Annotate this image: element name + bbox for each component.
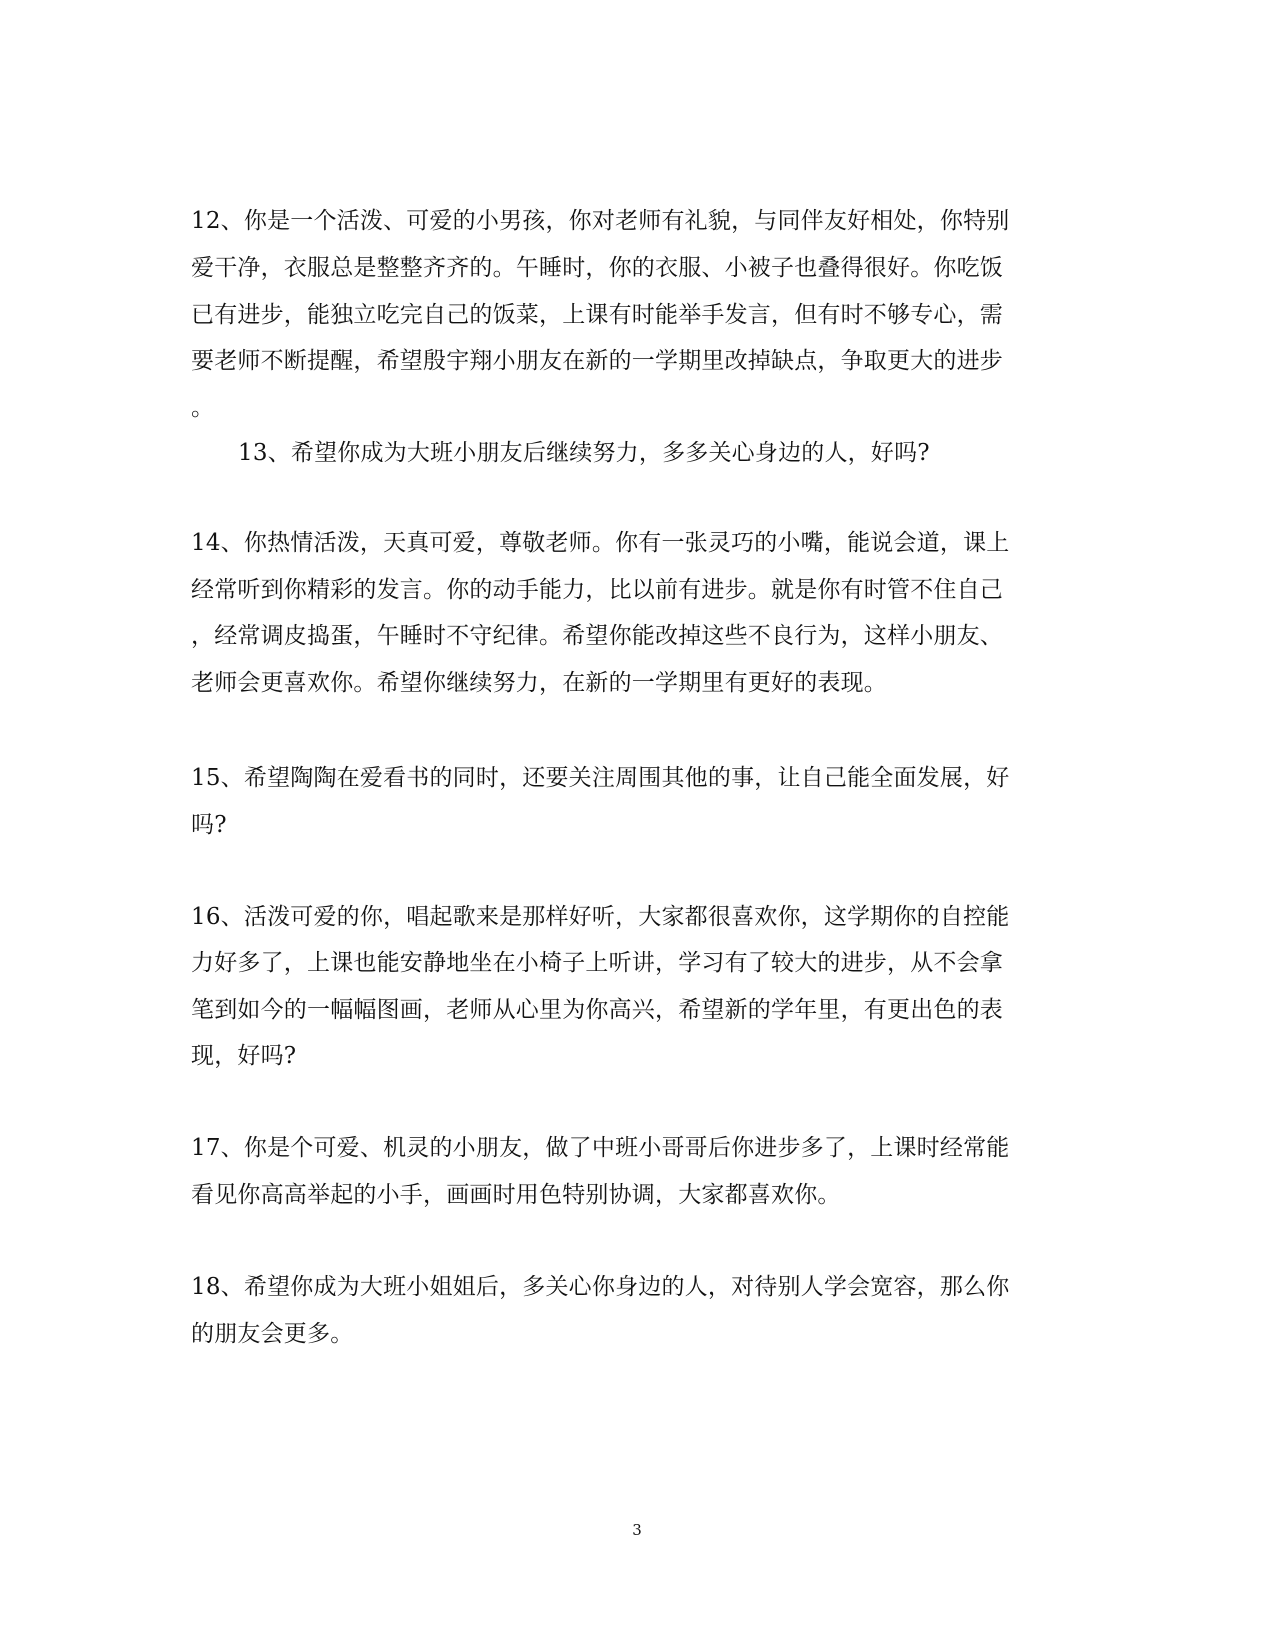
paragraph-14-line-1: 14、你热情活泼，天真可爱，尊敬老师。你有一张灵巧的小嘴，能说会道，课上 [191, 530, 1010, 556]
paragraph-14-line-2: 经常听到你精彩的发言。你的动手能力，比以前有进步。就是你有时管不住自己 [191, 577, 1003, 603]
paragraph-16-line-2: 力好多了，上课也能安静地坐在小椅子上听讲，学习有了较大的进步，从不会拿 [191, 950, 1003, 976]
paragraph-17-line-1: 17、你是个可爱、机灵的小朋友，做了中班小哥哥后你进步多了，上课时经常能 [191, 1135, 1010, 1161]
paragraph-18-line-2: 的朋友会更多。 [191, 1321, 354, 1347]
paragraph-12-line-4: 要老师不断提醒，希望殷宇翔小朋友在新的一学期里改掉缺点，争取更大的进步 [191, 348, 1003, 374]
paragraph-15-line-1: 15、希望陶陶在爱看书的同时，还要关注周围其他的事，让自己能全面发展，好 [191, 765, 1010, 791]
page-number: 3 [632, 1521, 642, 1539]
paragraph-14-line-3: ，经常调皮捣蛋，午睡时不守纪律。希望你能改掉这些不良行为，这样小朋友、 [191, 623, 1003, 649]
paragraph-12-line-2: 爱干净，衣服总是整整齐齐的。午睡时，你的衣服、小被子也叠得很好。你吃饭 [191, 255, 1003, 281]
paragraph-13-line-1: 13、希望你成为大班小朋友后继续努力，多多关心身边的人，好吗? [238, 440, 930, 466]
paragraph-18-line-1: 18、希望你成为大班小姐姐后，多关心你身边的人，对待别人学会宽容，那么你 [191, 1274, 1010, 1300]
paragraph-12-line-1: 12、你是一个活泼、可爱的小男孩，你对老师有礼貌，与同伴友好相处，你特别 [191, 208, 1010, 234]
paragraph-14-line-4: 老师会更喜欢你。希望你继续努力，在新的一学期里有更好的表现。 [191, 670, 887, 696]
paragraph-16-line-3: 笔到如今的一幅幅图画，老师从心里为你高兴，希望新的学年里，有更出色的表 [191, 997, 1003, 1023]
paragraph-15-line-2: 吗? [191, 812, 227, 838]
paragraph-16-line-1: 16、活泼可爱的你，唱起歌来是那样好听，大家都很喜欢你，这学期你的自控能 [191, 904, 1010, 930]
paragraph-12-line-3: 已有进步，能独立吃完自己的饭菜，上课有时能举手发言，但有时不够专心，需 [191, 302, 1003, 328]
paragraph-12-line-5: 。 [191, 395, 215, 421]
paragraph-17-line-2: 看见你高高举起的小手，画画时用色特别协调，大家都喜欢你。 [191, 1182, 841, 1208]
paragraph-16-line-4: 现，好吗? [191, 1043, 297, 1069]
